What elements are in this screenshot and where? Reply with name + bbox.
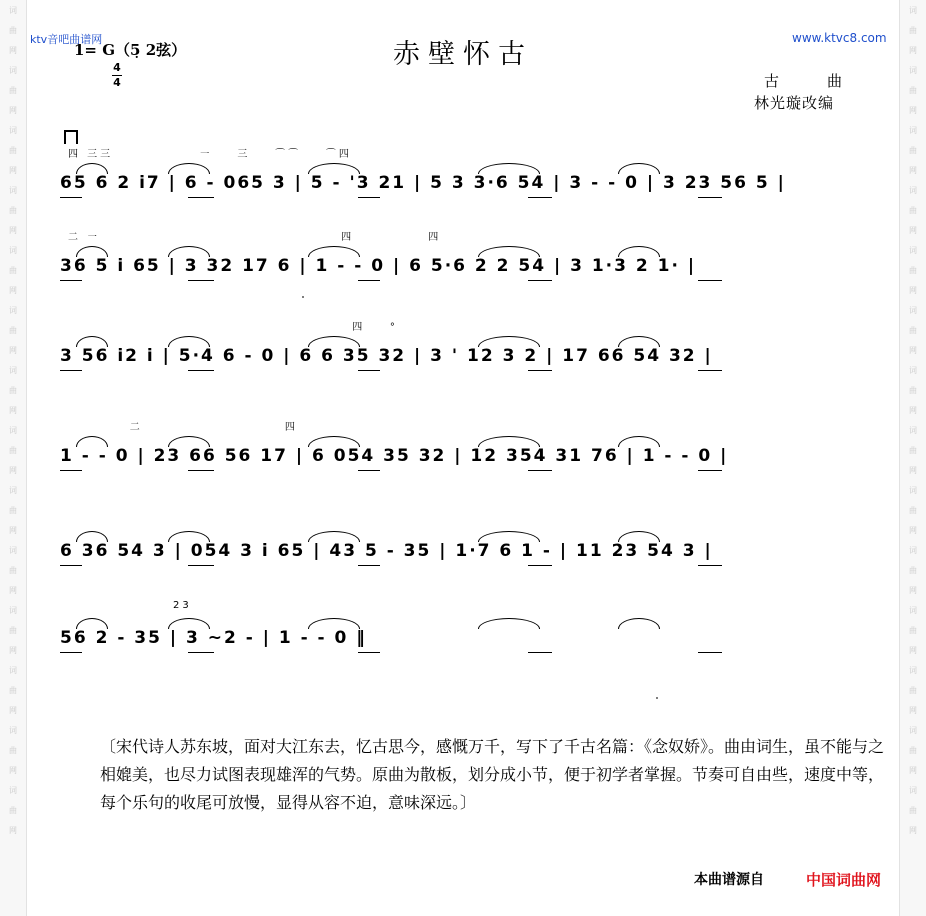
watermark-char: 词 [9,606,17,615]
meter-top: 4 [113,61,121,74]
watermark-char: 曲 [9,326,17,335]
watermark-char: 曲 [909,326,917,335]
score-row [58,149,878,229]
watermark-char: 曲 [9,686,17,695]
watermark-char: 曲 [909,566,917,575]
watermark-char: 词 [909,126,917,135]
stray-dot [656,697,658,699]
fingering-marks: 四 ° [68,322,398,333]
watermark-char: 曲 [909,146,917,155]
watermark-char: 词 [909,546,917,555]
notation-line: 3 56 i2 i | 5·4 6 - 0 | 6 6 35 32 | 3 ' 12 3 2 | 17 66 54 32 | [60,346,713,366]
bow-mark-icon [64,130,78,144]
footer-source-site: 中国词曲网 [806,871,882,889]
watermark-char: 曲 [9,506,17,515]
watermark-char: 词 [909,246,917,255]
watermark-char: 词 [9,786,17,795]
slur-mark [478,531,540,542]
watermark-char: 词 [9,726,17,735]
rhythm-underline [60,197,82,198]
watermark-char: 曲 [9,386,17,395]
watermark-char: 网 [909,166,917,175]
watermark-char: 网 [9,586,17,595]
watermark-char: 曲 [909,386,917,395]
rhythm-underline [528,470,552,471]
watermark-char: 网 [909,346,917,355]
watermark-char: 网 [9,826,17,835]
watermark-char: 词 [9,126,17,135]
source-watermark-left: ktv音吧曲谱网 [30,33,103,46]
rhythm-underline [60,652,82,653]
slur-mark [478,246,540,257]
rhythm-underline [358,565,380,566]
slur-mark [478,336,540,347]
watermark-char: 词 [9,426,17,435]
watermark-char: 曲 [9,446,17,455]
right-watermark-strip [899,0,926,916]
watermark-char: 网 [909,646,917,655]
watermark-char: 词 [909,726,917,735]
slur-mark [76,531,108,542]
rhythm-underline [188,370,214,371]
watermark-char: 曲 [9,146,17,155]
slur-mark [618,436,660,447]
watermark-char: 曲 [9,626,17,635]
watermark-char: 词 [909,306,917,315]
watermark-char: 网 [909,466,917,475]
rhythm-underline [698,370,722,371]
notation-line: 65 6 2 i7 | 6 - 065 3 | 5 - '3 21 | 5 3 3·6 54 | 3 - - 0 | 3 23 56 5 | [60,173,786,193]
rhythm-underline [528,565,552,566]
watermark-char: 曲 [9,86,17,95]
slur-mark [618,163,660,174]
watermark-char: 词 [909,366,917,375]
notation-line: 1 - - 0 | 23 66 56 17 | 6 054 35 32 | 12 354 31 76 | 1 - - 0 | [60,446,729,466]
watermark-char: 曲 [909,86,917,95]
rhythm-underline [358,652,380,653]
slur-mark [478,436,540,447]
rhythm-underline [358,470,380,471]
watermark-char: 词 [9,546,17,555]
watermark-char: 网 [9,766,17,775]
slur-mark [168,618,210,629]
rhythm-underline [698,280,722,281]
slur-mark [308,531,360,542]
fingering-marks: 四 三三 ㇐ 三 ⌒⌒ ⌒四 [68,149,352,160]
watermark-char: 网 [9,406,17,415]
watermark-char: 曲 [909,686,917,695]
watermark-char: 网 [9,286,17,295]
watermark-char: 曲 [9,746,17,755]
watermark-char: 词 [9,486,17,495]
watermark-char: 曲 [909,806,917,815]
watermark-char: 网 [9,226,17,235]
watermark-char: 词 [909,186,917,195]
left-watermark-strip [0,0,27,916]
watermark-char: 词 [9,246,17,255]
key-signature: 1= G（5̣ 2弦） [74,41,187,59]
watermark-char: 网 [9,106,17,115]
watermark-char: 网 [909,766,917,775]
fingering-marks: 二 ㇐ 四 四 [68,232,442,243]
slur-mark [478,163,540,174]
notation-line: 36 5 i 65 | 3 32 17 6 | 1 - - 0 | 6 5·6 2 2 54 | 3 1·3 2 1· | [60,256,697,276]
watermark-char: 曲 [9,806,17,815]
watermark-char: 曲 [909,26,917,35]
slur-mark [618,246,660,257]
watermark-char: 网 [909,286,917,295]
watermark-char: 网 [9,646,17,655]
rhythm-underline [698,197,722,198]
watermark-char: 词 [9,186,17,195]
watermark-char: 曲 [9,266,17,275]
rhythm-underline [188,197,214,198]
slur-mark [308,618,360,629]
watermark-char: 词 [9,6,17,15]
rhythm-underline [60,370,82,371]
arranger-credit: 林光璇改编 [754,94,835,112]
score-row [58,600,878,684]
slur-mark [478,618,540,629]
slur-mark [168,336,210,347]
watermark-char: 网 [909,706,917,715]
performance-note: 〔宋代诗人苏东坡，面对大江东去，忆古思今，感慨万千，写下了千古名篇：《念奴娇》。曲由词生，虽不能与之相媲美，也尽力试图表现雄浑的气势。原曲为散板，划分成小节，便于初学者掌握。节奏可自由些，速度中等，每个乐句的收尾可放慢，显得从容不迫，意味深远。〕 [100,737,885,812]
rhythm-underline [358,370,380,371]
slur-mark [76,336,108,347]
fingering-marks: 二 四 [68,422,298,433]
watermark-char: 词 [909,6,917,15]
watermark-char: 词 [909,426,917,435]
watermark-char: 曲 [909,626,917,635]
slur-mark [168,246,210,257]
rhythm-underline [528,652,552,653]
slur-mark [76,246,108,257]
watermark-char: 词 [909,666,917,675]
slur-mark [308,246,360,257]
slur-mark [76,618,108,629]
composer-credit: 古曲 [764,72,891,90]
watermark-char: 网 [909,46,917,55]
score-row [58,322,878,402]
stray-dot [302,296,304,298]
watermark-char: 曲 [909,446,917,455]
notation-line: 56 2 - 35 | 3 ~2 - | 1 - - 0 ‖ [60,628,367,648]
fingering-marks: 23 [68,600,192,611]
slur-mark [308,436,360,447]
watermark-char: 网 [909,106,917,115]
source-watermark-right: www.ktvc8.com [792,31,887,45]
slur-mark [308,336,360,347]
rhythm-underline [60,565,82,566]
watermark-char: 曲 [909,746,917,755]
slur-mark [76,436,108,447]
score-row [58,232,878,312]
rhythm-underline [528,197,552,198]
watermark-char: 网 [9,346,17,355]
watermark-char: 网 [909,826,917,835]
rhythm-underline [60,470,82,471]
watermark-char: 词 [9,666,17,675]
slur-mark [618,531,660,542]
watermark-char: 曲 [9,206,17,215]
watermark-char: 曲 [9,566,17,575]
rhythm-underline [358,197,380,198]
rhythm-underline [528,280,552,281]
watermark-char: 词 [9,366,17,375]
page-title: 赤壁怀古 [393,39,533,70]
notation-line: 6 36 54 3 | 054 3 i 65 | 43 5 - 35 | 1·7 6 1 - | 11 23 54 3 | [60,541,713,561]
rhythm-underline [528,370,552,371]
rhythm-underline [358,280,380,281]
slur-mark [308,163,360,174]
watermark-char: 曲 [909,206,917,215]
score-row [58,422,878,502]
slur-mark [168,163,210,174]
watermark-char: 网 [9,526,17,535]
slur-mark [618,336,660,347]
watermark-char: 词 [909,606,917,615]
watermark-char: 网 [9,166,17,175]
rhythm-underline [188,652,214,653]
watermark-char: 网 [9,46,17,55]
rhythm-underline [188,565,214,566]
rhythm-underline [698,652,722,653]
watermark-char: 曲 [909,506,917,515]
watermark-char: 网 [9,466,17,475]
watermark-char: 曲 [909,266,917,275]
watermark-char: 词 [9,306,17,315]
watermark-char: 词 [909,786,917,795]
rhythm-underline [60,280,82,281]
watermark-char: 网 [909,226,917,235]
watermark-char: 词 [9,66,17,75]
slur-mark [168,531,210,542]
slur-mark [618,618,660,629]
watermark-char: 词 [909,486,917,495]
rhythm-underline [188,470,214,471]
score-row [58,533,878,597]
watermark-char: 网 [909,406,917,415]
slur-mark [76,163,108,174]
watermark-char: 网 [909,586,917,595]
watermark-char: 曲 [9,26,17,35]
watermark-char: 词 [909,66,917,75]
watermark-char: 网 [9,706,17,715]
rhythm-underline [698,470,722,471]
rhythm-underline [698,565,722,566]
footer-source-label: 本曲谱源自 [694,872,764,888]
meter-bottom: 4 [113,76,121,89]
slur-mark [168,436,210,447]
watermark-char: 网 [909,526,917,535]
rhythm-underline [188,280,214,281]
